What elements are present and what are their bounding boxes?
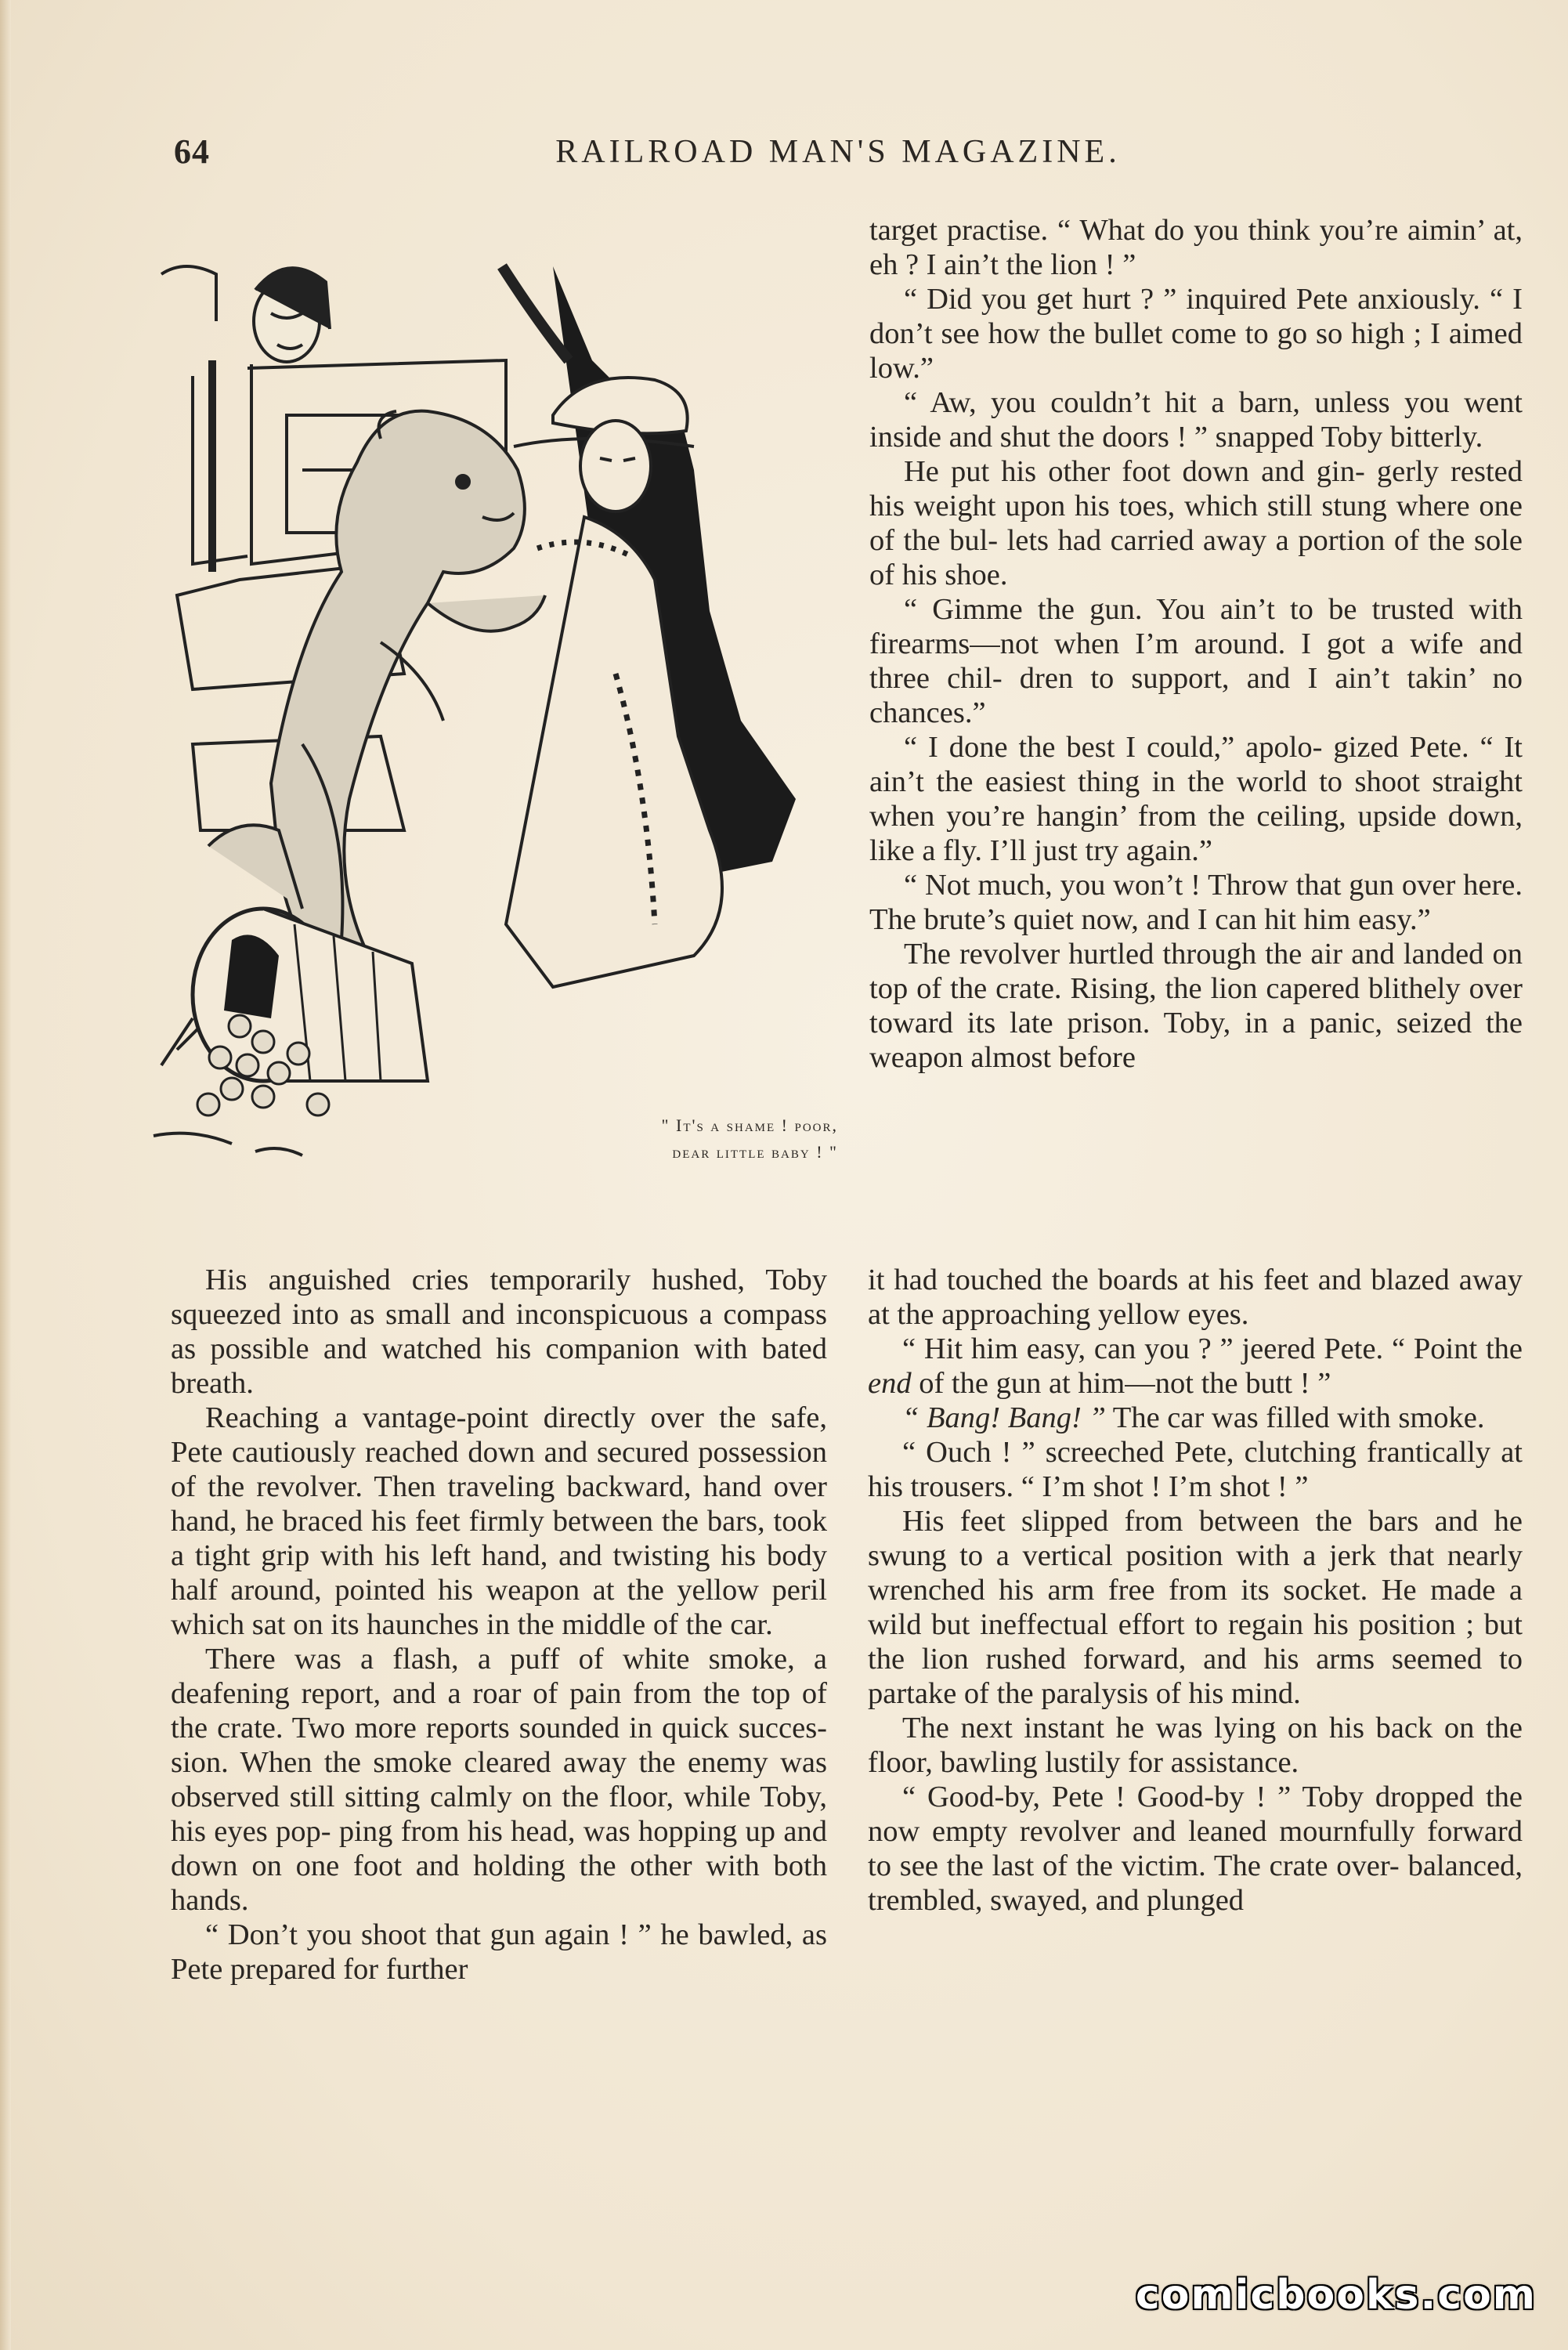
paragraph: The next instant he was lying on his back on the floor, bawling lustily for assistance. [868,1712,1523,1779]
paragraph: There was a flash, a puff of white smoke, a deafening report, and a roar of pain from the top of the crate. Two more reports sounded in quick succes- sion. When the smoke cleared away the enemy was observed still sitting calmly on the floor, while Toby, his eyes pop- ping from his head, was hopping up and down on one foot and holding the other with both hands. [171,1643,827,1917]
paragraph: “ I done the best I could,” apolo- gized Pete. “ It ain’t the easiest thing in the world to shoot straight when you’re hangin’ from the ceiling, upside down, like a fly. I’ll just try again.” [869,731,1523,867]
paragraph: His anguished cries temporarily hushed, Toby squeezed into as small and inconspicuous a compass as possible and watched his companion with bated breath. [171,1264,827,1400]
paragraph: The revolver hurtled through the air and landed on top of the crate. Rising, the lion capered blithely over toward its late prison. Toby, in a panic, seized the weapon almost before [869,938,1523,1074]
paragraph [868,1401,1523,1435]
paragraph: Reaching a vantage-point directly over the safe, Pete cautiously reached down and secured possession of the revolver. Then traveling backward, hand over hand, he braced his feet firmly between the bars, took a tight grip with his left hand, and twisting his body half around, pointed his weapon at the yellow peril which sat on its haunches in the middle of the car. [171,1401,827,1641]
paragraph: “ Ouch ! ” screeched Pete, clutching frantically at his trousers. “ I’m shot ! I’m shot ! ” [868,1436,1523,1503]
paragraph: “ Aw, you couldn’t hit a barn, unless you went inside and shut the doors ! ” snapped Toby bitterly. [869,386,1523,454]
paragraph: His feet slipped from between the bars and he swung to a vertical position with a jerk that nearly wrenched his arm free from its socket. He made a wild but ineffectual effort to regain his position ; but the lion rushed forward, and his arms seemed to partake of the paralysis of his mind. [868,1505,1523,1710]
left-column [171,1263,827,1987]
page-binding-edge [0,0,11,2350]
paragraph: target practise. “ What do you think you’re aimin’ at, eh ? I ain’t the lion ! ” [869,214,1523,281]
paragraph [868,1332,1523,1401]
page-header [0,132,1568,179]
text-run: of the gun at him—not the butt ! ” [911,1367,1331,1400]
caption-line-2: dear little baby ! " [672,1142,838,1162]
illustration-caption [548,1112,838,1166]
emphasis: “ Bang! Bang! ” [902,1401,1106,1434]
text-run: The car was filled with smoke. [1105,1401,1485,1434]
paragraph: “ Not much, you won’t ! Throw that gun over here. The brute’s quiet now, and I can hit him easy.” [869,869,1523,936]
text-run: “ Hit him easy, can you ? ” jeered Pete. “ Point the [902,1332,1523,1365]
running-title: RAILROAD MAN'S MAGAZINE. [555,134,1121,170]
right-column-bottom [868,1263,1523,1918]
paragraph: “ Don’t you shoot that gun again ! ” he bawled, as Pete prepared for further [171,1918,827,1986]
right-column-top [869,213,1523,1075]
watermark: comicbooks.com [1135,2272,1537,2319]
caption-line-1: " It's a shame ! poor, [661,1115,838,1135]
paragraph: “ Good-by, Pete ! Good-by ! ” Toby dropped the now empty revolver and leaned mournfully forward to see the last of the victim. The crate over- balanced, trembled, swayed, and plunged [868,1781,1523,1917]
emphasis: end [868,1367,912,1400]
paragraph: “ Did you get hurt ? ” inquired Pete anxiously. “ I don’t see how the bullet come to go so high ; I aimed low.” [869,283,1523,385]
story-illustration [146,235,874,1246]
paragraph: He put his other foot down and gin- gerly rested his weight upon his toes, which still stung where one of the bul- lets had carried away a portion of the sole of his shoe. [869,455,1523,591]
page-number: 64 [174,132,210,171]
paragraph: it had touched the boards at his feet and blazed away at the approaching yellow eyes. [868,1264,1523,1331]
paragraph: “ Gimme the gun. You ain’t to be trusted with firearms—not when I’m around. I got a wife and three chil- dren to support, and I ain’t takin’ no chances.” [869,593,1523,729]
